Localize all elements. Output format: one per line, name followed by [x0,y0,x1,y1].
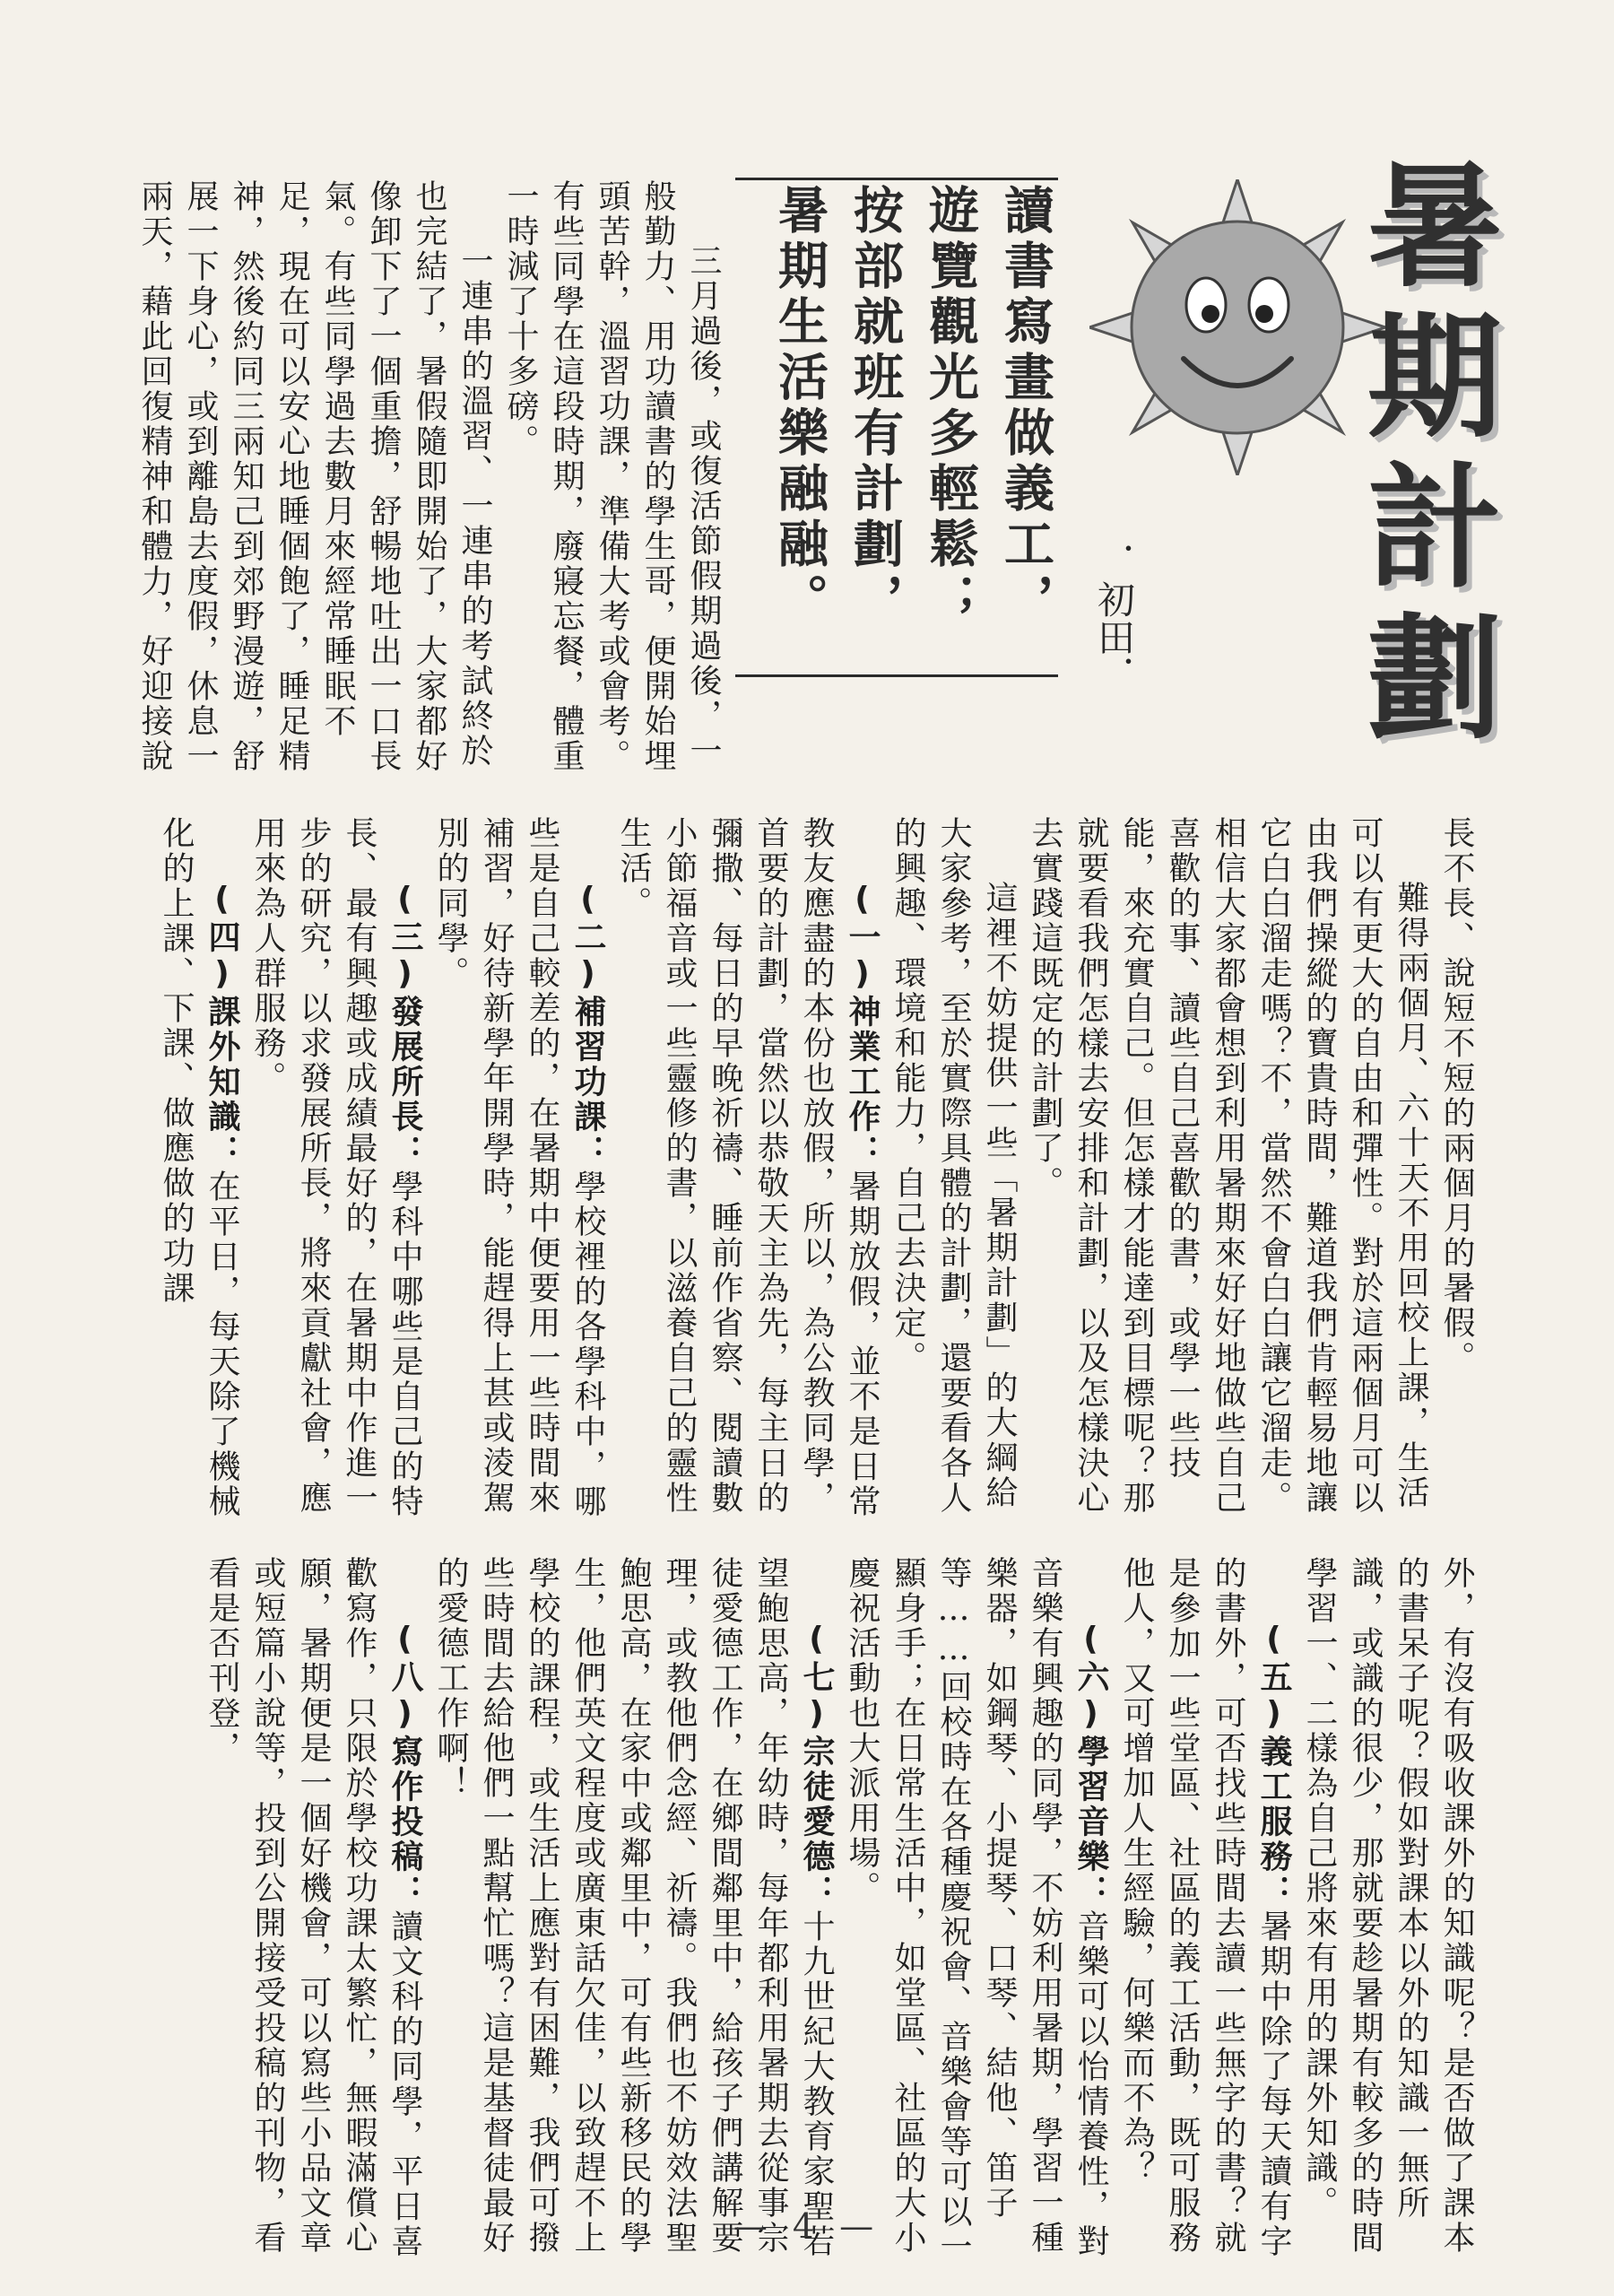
paragraph: 三月過後，或復活節假期過後，一般勤力、用功讀書的學生哥，便開始埋頭苦幹，溫習功課，準備大考或會考。有些同學在這段時期，廢寢忘餐，體重一時減了十多磅。 [502,179,722,774]
slogan-line: 按部就班有計劃， [846,184,904,629]
section-paragraph [839,1556,1114,2265]
page-number: — 4 — [733,2206,881,2246]
section-body: 十九世紀大教育家聖若望鮑思高，年幼時，每年都利用暑期去從事宗徒愛德工作，在鄉間鄰里中，給孩子們講解要理，或教他們念經、祈禱。我們也不妨效法聖鮑思高，在家中或鄰里中，可有些新移民的學生，他們英文程度或廣東話欠佳，以致趕不上學校的課程，或生活上應對有困難，我們可撥些時間去給他們一點幫忙嗎？這是基督徒最好的愛德工作啊！ [432,1556,835,2259]
section-paragraph [428,1556,839,2265]
bottom-section [134,1556,1480,2265]
section-body: 在平日，每天除了機械化的上課、下課、做應做的功課 [158,816,240,1519]
middle-section [134,816,1480,1543]
section-heading: (五)義工服務： [1255,1621,1292,1909]
section-heading: (一)神業工作： [844,881,881,1170]
section-body: 音樂可以怡情養性，對音樂有興趣的同學，不妨利用暑期，學習一種樂器，如鋼琴、小提琴、口琴、結他、笛子等……回校時在各種慶祝會、音樂會等可以一顯身手；在日常生活中，如堂區、社區的大小慶祝活動也大派用場。 [844,1556,1109,2265]
section-heading: (四)課外知識： [204,881,240,1170]
section-body: 學校裡的各學科中，哪些是自己較差的，在暑期中便要用一些時間來補習，好待新學年開學時，能趕得上甚或淩駕別的同學。 [432,816,606,1519]
sun-smiley-icon [1089,179,1385,475]
article-title [1345,150,1524,758]
section-paragraph [199,1556,428,2265]
slogan-rule-bottom [735,674,1058,677]
section-heading: (三)發展所長： [386,881,423,1170]
paragraph: 外，有沒有吸收課外的知識呢？是否做了課本的書呆子呢？假如對課本以外的知識一無所識，或識的很少，那就要趁暑期有較多的時間學習一、二樣為自己將來有用的課外知識。 [1301,1556,1475,2256]
paragraph: 一連串的溫習、一連串的考試終於也完結了，暑假隨即開始了，大家都好像卸下了一個重擔，舒暢地吐出一口長氣。有些同學過去數月來經常睡眠不足，現在可以安心地睡個飽了，睡足精神，然後約同三兩知己到郊野漫遊，舒展一下身心，或到離島去度假，休息一兩天，藉此回復精神和體力，好迎接說 [136,179,493,774]
section-body: 暑期放假，並不是日常教友應盡的本份也放假，所以，為公教同學，首要的計劃，當然以恭敬天主為先，每主日的彌撒、每日的早晚祈禱、睡前作省察、閱讀數小節福音或一些靈修的書，以滋養自己的靈性生活。 [615,816,881,1519]
section-heading: (二)補習功課： [569,881,606,1170]
section-paragraph [1114,1556,1297,2265]
section-heading: (八)寫作投稿： [386,1621,423,1909]
section-heading: (七)宗徒愛德： [798,1621,835,1909]
section-paragraph [245,816,428,1543]
slogan-rule-top [735,178,1058,180]
intro-paragraphs [94,179,726,798]
title-char: 劃 [1367,602,1502,758]
slogan-line: 遊覽觀光多輕鬆； [921,184,979,629]
section-body: 暑期中除了每天讀有字的書外，可否找些時間去讀一些無字的書？就是參加一些堂區、社區的義工活動，既可服務他人，又可增加人生經驗，何樂而不為？ [1118,1556,1292,2259]
section-paragraph [428,816,611,1543]
section-body: 學科中哪些是自己的特長、最有興趣或成績最好的，在暑期中作進一步的研究，以求發展所長，將來貢獻社會，應用來為人群服務。 [249,816,423,1519]
section-paragraph [153,816,245,1543]
section-heading: (六)學習音樂： [1072,1621,1109,1909]
paragraph: 這裡不妨提供一些「暑期計劃」的大綱給大家參考，至於實際具體的計劃，還要看各人的興趣、環境和能力，自己去決定。 [889,816,1018,1516]
slogan-line: 暑期生活樂融融。 [770,184,829,629]
slogan-box [744,184,1072,673]
paragraph: 難得兩個月、六十天不用回校上課，生活可以有更大的自由和彈性。對於這兩個月可以由我們操縱的寶貴時間，難道我們肯輕易地讓它白白溜走嗎？不，當然不會白白讓它溜走。相信大家都會想到利用暑期來好好地做些自己喜歡的事、讀些自己喜歡的書，或學一些技能，來充實自己。但怎樣才能達到目標呢？那就要看我們怎樣去安排和計劃，以及怎樣決心去實踐這既定的計劃了。 [1027,816,1429,1516]
title-char: 期 [1367,300,1502,457]
title-char: 計 [1367,451,1502,607]
author-name: ．初田． [1092,543,1136,693]
paragraph: 長不長、說短不短的兩個月的暑假。 [1438,816,1475,1376]
slogan-line: 讀書寫畫做義工， [996,184,1054,629]
title-char: 暑 [1367,150,1502,306]
section-body: 讀文科的同學，平日喜歡寫作，只限於學校功課太繁忙，無暇滿償心願，暑期便是一個好機會，可以寫些小品文章或短篇小說等，投到公開接受投稿的刊物，看看是否刊登， [204,1556,423,2259]
section-paragraph [611,816,885,1543]
